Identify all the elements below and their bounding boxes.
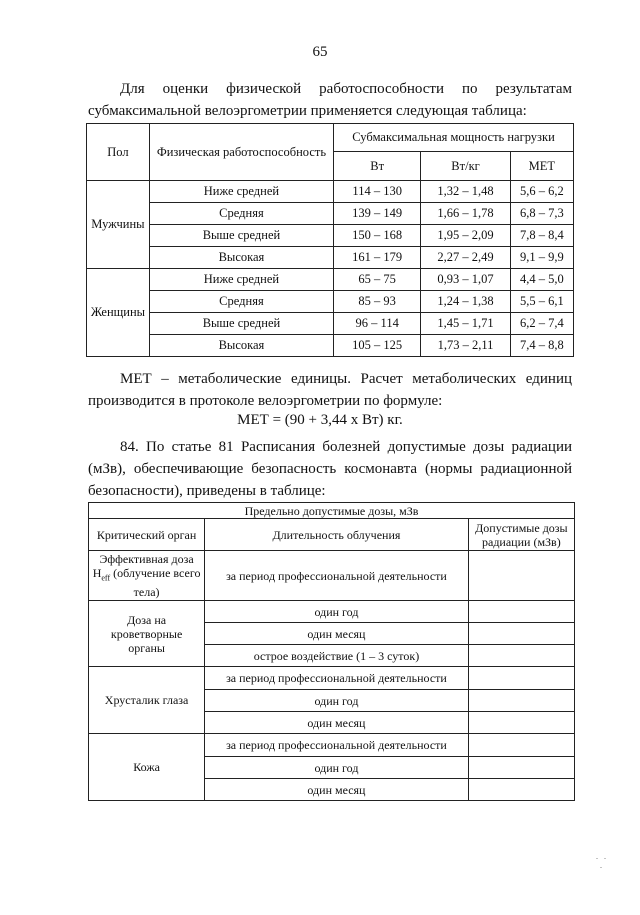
- sex-women: Женщины: [87, 269, 150, 357]
- dose-cell: [468, 690, 574, 712]
- header-sex: Пол: [87, 124, 150, 181]
- dose-cell: [468, 779, 574, 801]
- organ-lens: Хрусталик глаза: [89, 667, 205, 734]
- wkg-cell: 2,27 – 2,49: [421, 247, 510, 269]
- level-cell: Средняя: [149, 203, 333, 225]
- watts-cell: 150 – 168: [334, 225, 421, 247]
- header-watts: Вт: [334, 152, 421, 181]
- level-cell: Выше средней: [149, 225, 333, 247]
- effective-sub: eff: [101, 573, 111, 583]
- level-cell: Выше средней: [149, 313, 333, 335]
- met-cell: 4,4 – 5,0: [510, 269, 573, 291]
- watts-cell: 105 – 125: [334, 335, 421, 357]
- duration-cell: за период профессиональной деятельности: [205, 734, 469, 757]
- wkg-cell: 1,95 – 2,09: [421, 225, 510, 247]
- watts-cell: 65 – 75: [334, 269, 421, 291]
- header-dose: Допустимые дозы радиации (мЗв): [468, 519, 574, 551]
- duration-cell: один месяц: [205, 712, 469, 734]
- dose-cell: [468, 757, 574, 779]
- wkg-cell: 0,93 – 1,07: [421, 269, 510, 291]
- table-title: Предельно допустимые дозы, мЗв: [89, 503, 575, 519]
- table-row: [87, 269, 574, 291]
- radiation-dose-table: [88, 502, 575, 801]
- table-row: [87, 313, 574, 335]
- level-cell: Ниже средней: [149, 181, 333, 203]
- met-cell: 6,2 – 7,4: [510, 313, 573, 335]
- watts-cell: 96 – 114: [334, 313, 421, 335]
- table-row: [87, 225, 574, 247]
- met-cell: 9,1 – 9,9: [510, 247, 573, 269]
- met-formula: МЕТ = (90 + 3,44 х Вт) кг.: [237, 412, 403, 428]
- ergometry-table: [86, 123, 574, 357]
- table-row: [87, 291, 574, 313]
- header-met: МЕТ: [510, 152, 573, 181]
- level-cell: Высокая: [149, 247, 333, 269]
- table-row: [87, 203, 574, 225]
- watts-cell: 85 – 93: [334, 291, 421, 313]
- duration-cell: за период профессиональной деятельности: [205, 551, 469, 601]
- wkg-cell: 1,73 – 2,11: [421, 335, 510, 357]
- dose-cell: [468, 601, 574, 623]
- met-cell: 7,4 – 8,8: [510, 335, 573, 357]
- table-row: [89, 551, 575, 601]
- dose-cell: [468, 551, 574, 601]
- paragraph-84: 84. По статье 81 Расписания болезней допустимые дозы радиации (мЗв), обеспечивающие безопасность космонавта (нормы радиационной безопасности), приведены в таблице:: [88, 439, 572, 499]
- level-cell: Средняя: [149, 291, 333, 313]
- duration-cell: один месяц: [205, 779, 469, 801]
- level-cell: Высокая: [149, 335, 333, 357]
- table-row: [87, 247, 574, 269]
- duration-cell: острое воздействие (1 – 3 суток): [205, 645, 469, 667]
- dose-cell: [468, 712, 574, 734]
- table-row: [87, 181, 574, 203]
- duration-cell: один год: [205, 690, 469, 712]
- watts-cell: 161 – 179: [334, 247, 421, 269]
- header-capacity: Физическая работоспособность: [149, 124, 333, 181]
- duration-cell: один год: [205, 757, 469, 779]
- met-cell: 6,8 – 7,3: [510, 203, 573, 225]
- header-organ: Критический орган: [89, 519, 205, 551]
- watts-cell: 139 – 149: [334, 203, 421, 225]
- duration-cell: один месяц: [205, 623, 469, 645]
- effective-rest: (облучение всего тела): [110, 565, 201, 600]
- wkg-cell: 1,24 – 1,38: [421, 291, 510, 313]
- dose-cell: [468, 667, 574, 690]
- intro-paragraph: Для оценки физической работоспособности по результатам субмаксимальной велоэргометрии применяется следующая таблица:: [88, 81, 572, 119]
- table-row: [89, 734, 575, 757]
- scan-specks: . . .: [596, 852, 608, 870]
- met-cell: 5,6 – 6,2: [510, 181, 573, 203]
- duration-cell: за период профессиональной деятельности: [205, 667, 469, 690]
- table-row: [87, 335, 574, 357]
- dose-cell: [468, 623, 574, 645]
- met-note: МЕТ – метаболические единицы. Расчет метаболических единиц производится в протоколе велоэргометрии по формуле:: [88, 371, 572, 409]
- met-cell: 7,8 – 8,4: [510, 225, 573, 247]
- organ-blood: Доза на кроветворные органы: [89, 601, 205, 667]
- wkg-cell: 1,32 – 1,48: [421, 181, 510, 203]
- level-cell: Ниже средней: [149, 269, 333, 291]
- organ-effective-dose: [89, 551, 205, 601]
- page-number: 65: [312, 44, 328, 60]
- dose-cell: [468, 645, 574, 667]
- watts-cell: 114 – 130: [334, 181, 421, 203]
- header-watts-per-kg: Вт/кг: [421, 152, 510, 181]
- wkg-cell: 1,66 – 1,78: [421, 203, 510, 225]
- wkg-cell: 1,45 – 1,71: [421, 313, 510, 335]
- effective-h: H: [92, 565, 102, 580]
- duration-cell: один год: [205, 601, 469, 623]
- sex-men: Мужчины: [87, 181, 150, 269]
- met-cell: 5,5 – 6,1: [510, 291, 573, 313]
- dose-cell: [468, 734, 574, 757]
- header-load: Субмаксимальная мощность нагрузки: [334, 124, 574, 152]
- effective-line1: Эффективная доза: [99, 551, 194, 566]
- organ-skin: Кожа: [89, 734, 205, 801]
- table-row: [89, 667, 575, 690]
- header-duration: Длительность облучения: [205, 519, 469, 551]
- table-row: [89, 601, 575, 623]
